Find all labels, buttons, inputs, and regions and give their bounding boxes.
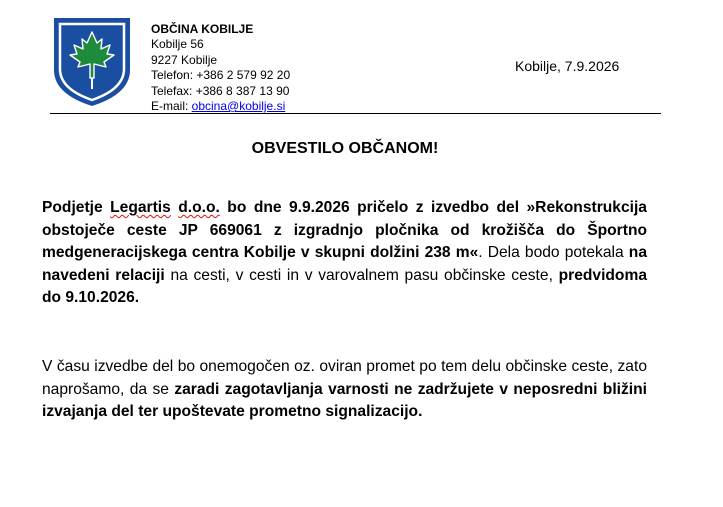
notice-paragraph-1 (42, 197, 647, 310)
place-date: Kobilje, 7.9.2026 (515, 58, 620, 74)
municipality-crest-icon (52, 16, 132, 108)
p2-safety-emphasis: zaradi zagotavljanja varnosti ne zadržujete v neposredni bližini izvajanja del ter upoštevate prometno signalizacijo. (42, 380, 647, 420)
p1-project-description: bo dne 9.9.2026 pričelo z izvedbo del »Rekonstrukcija obstoječe ceste JP 669061 z izgradnjo pločnika od krožišča do Športno medgeneracijskega centra Kobilje v skupni dolžini 238 m« (42, 199, 647, 261)
p1-company-intro: Podjetje (42, 199, 111, 216)
p1-route-emphasis: na navedeni relaciji (42, 244, 647, 284)
address-postal: 9227 Kobilje (151, 52, 218, 67)
p1-location-text: na cesti, v cesti in v varovalnem pasu občinske ceste, (164, 266, 559, 284)
email-label: E-mail: (151, 99, 192, 114)
p1-company-name: Legartis (110, 199, 171, 216)
p2-traffic-text: V času izvedbe del bo onemogočen oz. oviran promet po tem delu občinske ceste, zato naprošamo, da se (42, 358, 647, 398)
header-divider (50, 113, 661, 114)
notice-paragraph-2 (42, 356, 647, 424)
notice-title: OBVESTILO OBČANOM! (251, 140, 439, 157)
phone-number: Telefon: +386 2 579 92 20 (151, 68, 291, 83)
p1-company-suffix: d.o.o. (178, 199, 220, 216)
email-link[interactable]: obcina@kobilje.si (191, 99, 286, 114)
p1-works-text: . Dela bodo potekala (478, 244, 629, 261)
org-name: OBČINA KOBILJE (151, 22, 254, 36)
letterhead (151, 22, 290, 114)
fax-number: Telefax: +386 8 387 13 90 (151, 83, 290, 98)
p1-end-date: predvidoma do 9.10.2026. (42, 266, 647, 306)
address-street: Kobilje 56 (151, 37, 204, 52)
